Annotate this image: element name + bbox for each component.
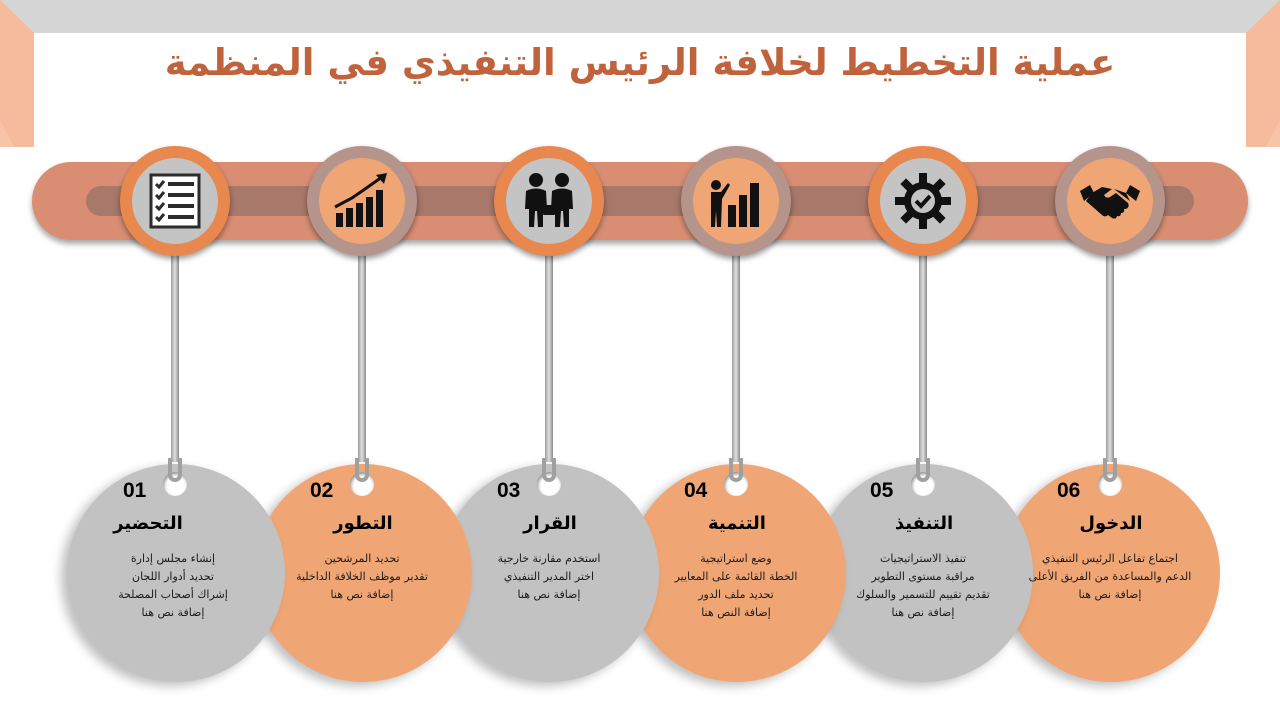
hanger-hook — [355, 458, 369, 482]
checklist-icon — [145, 171, 205, 231]
step-description — [1020, 550, 1200, 604]
step-line: إضافة نص هنا — [141, 606, 205, 619]
hanger-hook — [542, 458, 556, 482]
connector-stem — [919, 250, 927, 462]
icon-badge-5 — [868, 146, 978, 256]
hanger-hook — [916, 458, 930, 482]
step-number: 03 — [497, 479, 521, 502]
step-title: التطور — [333, 513, 393, 534]
step-line: إضافة نص هنا — [517, 588, 581, 601]
icon-badge-6 — [1055, 146, 1165, 256]
hanger-hook — [729, 458, 743, 482]
step-line: إضافة النص هنا — [701, 606, 771, 619]
gear-check-icon — [893, 171, 953, 231]
step-description — [272, 550, 452, 604]
step-line: الخطة القائمة على المعايير — [674, 570, 798, 583]
step-line: إضافة نص هنا — [1078, 588, 1142, 601]
step-line: إضافة نص هنا — [891, 606, 955, 619]
icon-badge-3 — [494, 146, 604, 256]
handshake-icon — [1080, 171, 1140, 231]
step-line: إضافة نص هنا — [330, 588, 394, 601]
icon-badge-4 — [681, 146, 791, 256]
page-title: عملية التخطيط لخلافة الرئيس التنفيذي في المنظمة — [164, 41, 1116, 84]
step-line: وضع استراتيجية — [700, 552, 772, 565]
timeline-bar-groove — [86, 186, 1194, 216]
step-number: 04 — [684, 479, 708, 502]
step-line: اجتماع تفاعل الرئيس التنفيذي — [1041, 552, 1178, 565]
icon-badge-1 — [120, 146, 230, 256]
person-chart-icon — [706, 171, 766, 231]
connector-stem — [545, 250, 553, 462]
step-title: الدخول — [1079, 513, 1143, 534]
growth-chart-icon — [332, 171, 392, 231]
top-band — [0, 0, 1280, 33]
step-title: التنمية — [708, 513, 766, 534]
step-number: 05 — [870, 479, 894, 502]
step-number: 06 — [1057, 479, 1081, 502]
step-number: 01 — [123, 479, 147, 502]
step-description — [646, 550, 826, 622]
step-line: تحديد ملف الدور — [698, 588, 774, 601]
connector-stem — [1106, 250, 1114, 462]
hanger-hook — [168, 458, 182, 482]
step-line: مراقبة مستوى التطوير — [871, 570, 975, 583]
icon-badge-2 — [307, 146, 417, 256]
step-line: استخدم مقارنة خارجية — [497, 552, 601, 565]
step-line: تقديم تقييم للتسمير والسلوك — [856, 588, 990, 601]
connector-stem — [171, 250, 179, 462]
step-line: إشراك أصحاب المصلحة — [118, 588, 228, 601]
step-line: تحديد أدوار اللجان — [132, 570, 214, 583]
step-description — [459, 550, 639, 604]
connector-stem — [732, 250, 740, 462]
step-title: التنفيذ — [894, 513, 954, 534]
step-description — [83, 550, 263, 622]
step-title: التحضير — [113, 513, 183, 534]
step-line: تقدير موظف الخلافة الداخلية — [296, 570, 428, 583]
step-line: تحديد المرشحين — [324, 552, 400, 565]
step-description — [833, 550, 1013, 622]
step-line: إنشاء مجلس إدارة — [130, 552, 216, 565]
step-line: تنفيذ الاستراتيجيات — [879, 552, 967, 565]
step-line: الدعم والمساعدة من الفريق الأعلى — [1028, 570, 1192, 583]
hanger-hook — [1103, 458, 1117, 482]
connector-stem — [358, 250, 366, 462]
business-people-icon — [519, 171, 579, 231]
step-title: القرار — [523, 513, 577, 534]
step-number: 02 — [310, 479, 334, 502]
step-line: اختر المدير التنفيذي — [503, 570, 595, 583]
